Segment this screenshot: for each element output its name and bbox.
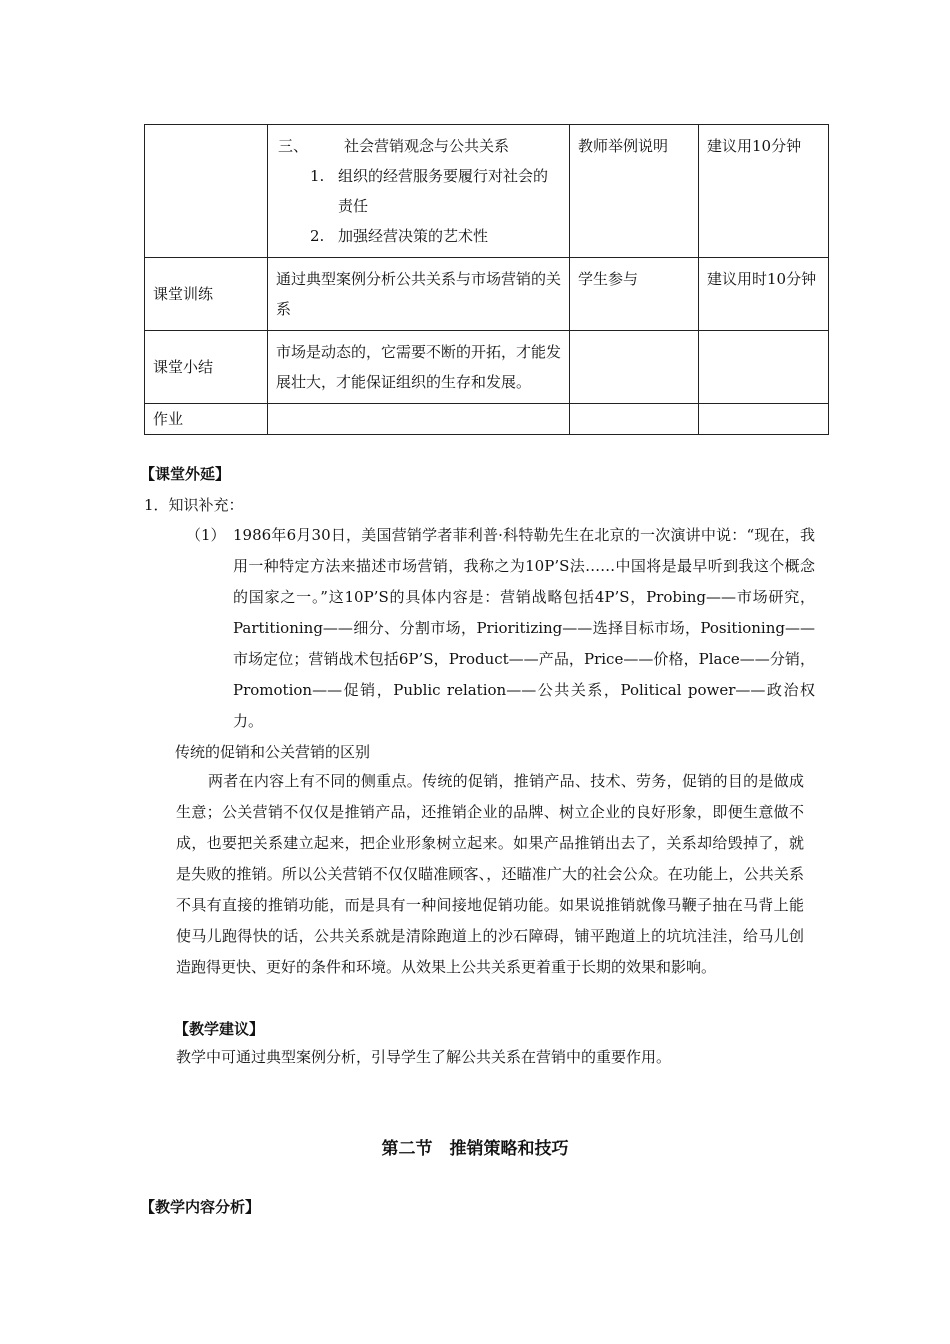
list-item	[276, 161, 561, 221]
row-label-cell	[145, 125, 268, 258]
list-number: 1.	[310, 167, 325, 185]
list-number: 三、	[278, 137, 309, 155]
list-text: 组织的经营服务要履行对社会的责任	[338, 167, 549, 215]
extension-heading: 【课堂外延】	[140, 465, 231, 483]
method-cell: 学生参与	[570, 258, 699, 331]
row-label-cell: 课堂训练	[145, 258, 268, 331]
method-cell	[570, 331, 699, 404]
analysis-heading: 【教学内容分析】	[140, 1198, 261, 1216]
table-row	[145, 125, 829, 258]
time-cell	[699, 331, 829, 404]
time-cell: 建议用10分钟	[699, 125, 829, 258]
content-cell: 通过典型案例分析公共关系与市场营销的关系	[268, 258, 570, 331]
list-number: 2.	[310, 227, 325, 245]
method-cell: 教师举例说明	[570, 125, 699, 258]
table-row	[145, 331, 829, 404]
comparison-paragraph: 两者在内容上有不同的侧重点。传统的促销，推销产品、技术、劳务，促销的目的是做成生意；公关营销不仅仅是推销产品，还推销企业的品牌、树立企业的良好形象，即便生意做不成，也要把关系建立起来，把企业形象树立起来。如果产品推销出去了，关系却给毁掉了，就是失败的推销。所以公关营销不仅仅瞄准顾客、，还瞄准广大的社会公众。在功能上，公共关系不具有直接的推销功能，而是具有一种间接地促销功能。如果说推销就像马鞭子抽在马背上能使马儿跑得快的话，公共关系就是清除跑道上的沙石障碍，铺平跑道上的坑坑洼洼，给马儿创造跑得更快、更好的条件和环境。从效果上公共关系更着重于长期的效果和影响。	[176, 772, 804, 976]
row-label-cell: 作业	[145, 404, 268, 435]
knowledge-supplement-label: 1．知识补充：	[144, 496, 244, 514]
time-cell: 建议用时10分钟	[699, 258, 829, 331]
method-cell	[570, 404, 699, 435]
content-cell	[268, 404, 570, 435]
time-cell	[699, 404, 829, 435]
note-paragraph: 1986年6月30日，美国营销学者菲利普·科特勒先生在北京的一次演讲中说：“现在，我用一种特定方法来描述市场营销，我称之为10P’S法……中国将是最早听到我这个概念的国家之一。”这10P’S的具体内容是：营销战略包括4P’S，Probing——市场研究，Partitioning——细分、分割市场，Prioritizing——选择目标市场，Positioning——市场定位；营销战术包括6P’S，Product——产品，Price——价格，Place——分销，Promotion——促销，Public relation——公共关系，Political power——政治权力。	[233, 526, 815, 730]
suggestion-heading: 【教学建议】	[174, 1020, 265, 1038]
list-item	[276, 221, 561, 251]
content-cell: 市场是动态的，它需要不断的开拓，才能发展壮大，才能保证组织的生存和发展。	[268, 331, 570, 404]
list-item	[276, 131, 561, 161]
table-row	[145, 258, 829, 331]
content-cell	[268, 125, 570, 258]
lesson-plan-table	[144, 124, 829, 435]
comparison-title: 传统的促销和公关营销的区别	[175, 743, 371, 761]
suggestion-paragraph: 教学中可通过典型案例分析，引导学生了解公共关系在营销中的重要作用。	[176, 1048, 672, 1066]
list-text: 加强经营决策的艺术性	[338, 227, 489, 245]
table-row	[145, 404, 829, 435]
row-label-cell: 课堂小结	[145, 331, 268, 404]
chapter-title: 第二节 推销策略和技巧	[381, 1139, 569, 1159]
list-text: 社会营销观念与公共关系	[344, 137, 510, 155]
note-number: （1）	[186, 526, 226, 544]
